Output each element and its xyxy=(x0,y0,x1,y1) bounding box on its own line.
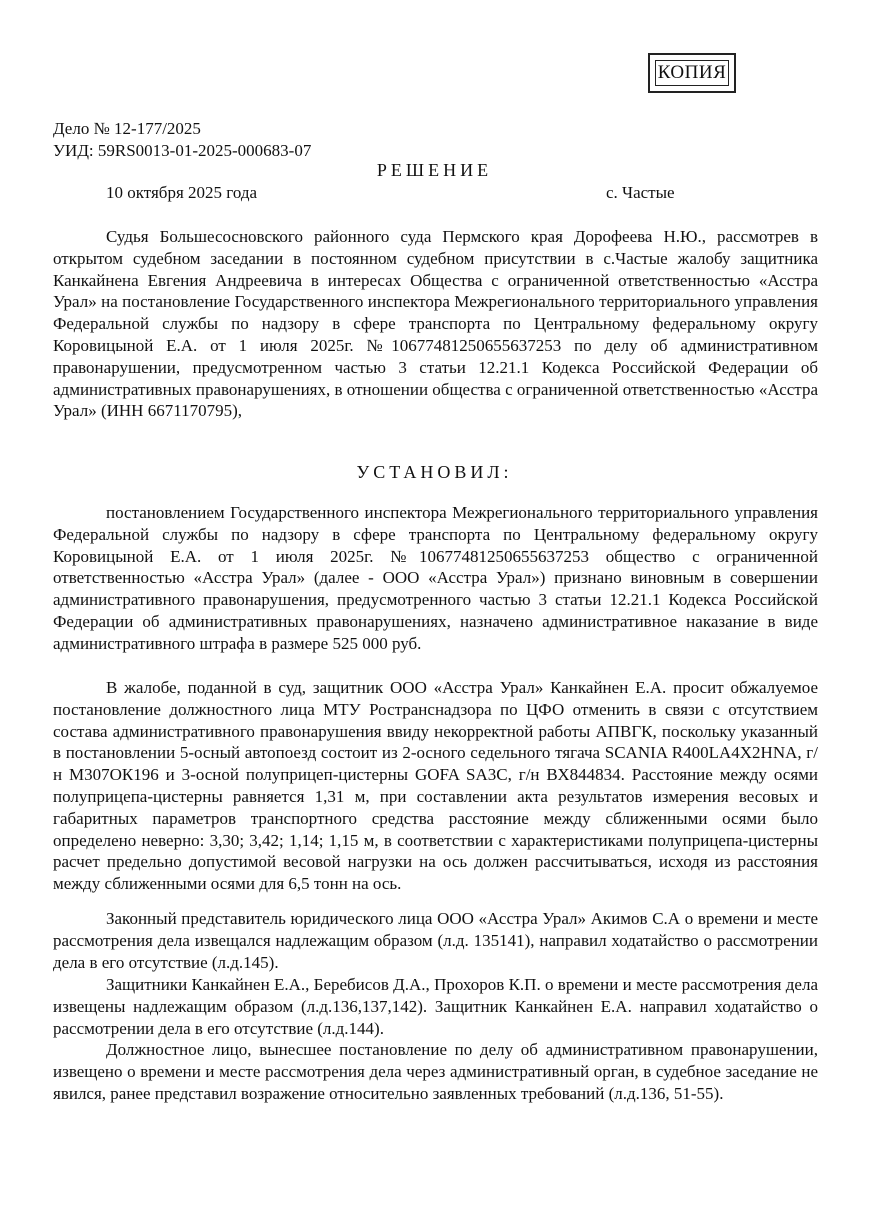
body-paragraph-4: Защитники Канкайнен Е.А., Беребисов Д.А., Прохоров К.П. о времени и месте рассмотрения дела извещены надлежащим образом (л.д.136,137,142). Защитник Канкайнен Е.А. направил ходатайство о рассмотрении дела в его отсутствие (л.д.144). xyxy=(53,975,818,1038)
document-title: РЕШЕНИЕ xyxy=(376,160,493,180)
copy-stamp: КОПИЯ xyxy=(648,53,736,93)
body-paragraph-1: постановлением Государственного инспектора Межрегионального территориального управления Федеральной службы по надзору в сфере транспорта по Центральному федеральному округу Коровицыной Е.А. от 1 июля 2025г. №10677481250655637253 общество с ограниченной ответственностью «Асстра Урал» (далее - ООО «Асстра Урал») признано виновным в совершении административного правонарушения, предусмотренного частью 3 статьи 12.21.1 Кодекса Российской Федерации об административных правонарушениях, назначено административное наказание в виде административного штрафа в размере 525 000 руб. xyxy=(53,503,818,653)
body-paragraph-2: В жалобе, поданной в суд, защитник ООО «Асстра Урал» Канкайнен Е.А. просит обжалуемое постановление должностного лица МТУ Ространснадзора по ЦФО отменить в связи с отсутствием состава административного правонарушения ввиду некорректной работы АПВГК, поскольку указанный в постановлении 5-осный автопоезд состоит из 2-осного седельного тягача SCANIA R400LA4X2HNA, г/н М307ОК196 и 3-осной полуприцеп-цистерны GOFA SA3C, г/н ВХ844834. Расстояние между осями полуприцепа-цистерны равняется 1,31 м, при составлении акта результатов измерения весовых и габаритных параметров транспортного средства расстояние между сближенными осями было определено неверно: 3,30; 3,42; 1,14; 1,15 м, в соответствии с характеристиками полуприцепа-цистерны расчет предельно допустимой весовой нагрузки на ось должен рассчитываться, исходя из расстояния между сближенными осями для 6,5 тонн на ось. xyxy=(53,678,818,894)
case-uid: УИД: 59RS0013-01-2025-000683-07 xyxy=(53,141,312,160)
body-paragraph-3: Законный представитель юридического лица ООО «Асстра Урал» Акимов С.А о времени и месте рассмотрения дела извещался надлежащим образом (л.д. 135141), направил ходатайство о рассмотрении дела в его отсутствие (л.д.145). xyxy=(53,909,818,972)
decision-date: 10 октября 2025 года xyxy=(106,183,258,202)
intro-paragraph: Судья Большесосновского районного суда Пермского края Дорофеева Н.Ю., рассмотрев в открытом судебном заседании в постоянном судебном присутствии в с.Частые жалобу защитника Канкайнена Евгения Андреевича в интересах Общества с ограниченной ответственностью «Асстра Урал» на постановление Государственного инспектора Межрегионального территориального управления Федеральной службы по надзору в сфере транспорта по Центральному федеральному округу Коровицыной Е.А. от 1 июля 2025г. №10677481250655637253 по делу об административном правонарушении, предусмотренном частью 3 статьи 12.21.1 Кодекса Российской Федерации об административных правонарушениях, в отношении общества с ограниченной ответственностью «Асстра Урал» (ИНН 6671170795), xyxy=(53,227,818,421)
body-paragraph-5: Должностное лицо, вынесшее постановление по делу об административном правонарушении, извещено о времени и месте рассмотрения дела через административный орган, в судебное заседание не явился, ранее представил возражение относительно заявленных требований (л.д.136, 51-55). xyxy=(53,1040,818,1103)
decision-place: с. Частые xyxy=(606,183,675,202)
case-number: Дело № 12-177/2025 xyxy=(53,119,201,138)
section-title: УСТАНОВИЛ: xyxy=(356,462,513,482)
